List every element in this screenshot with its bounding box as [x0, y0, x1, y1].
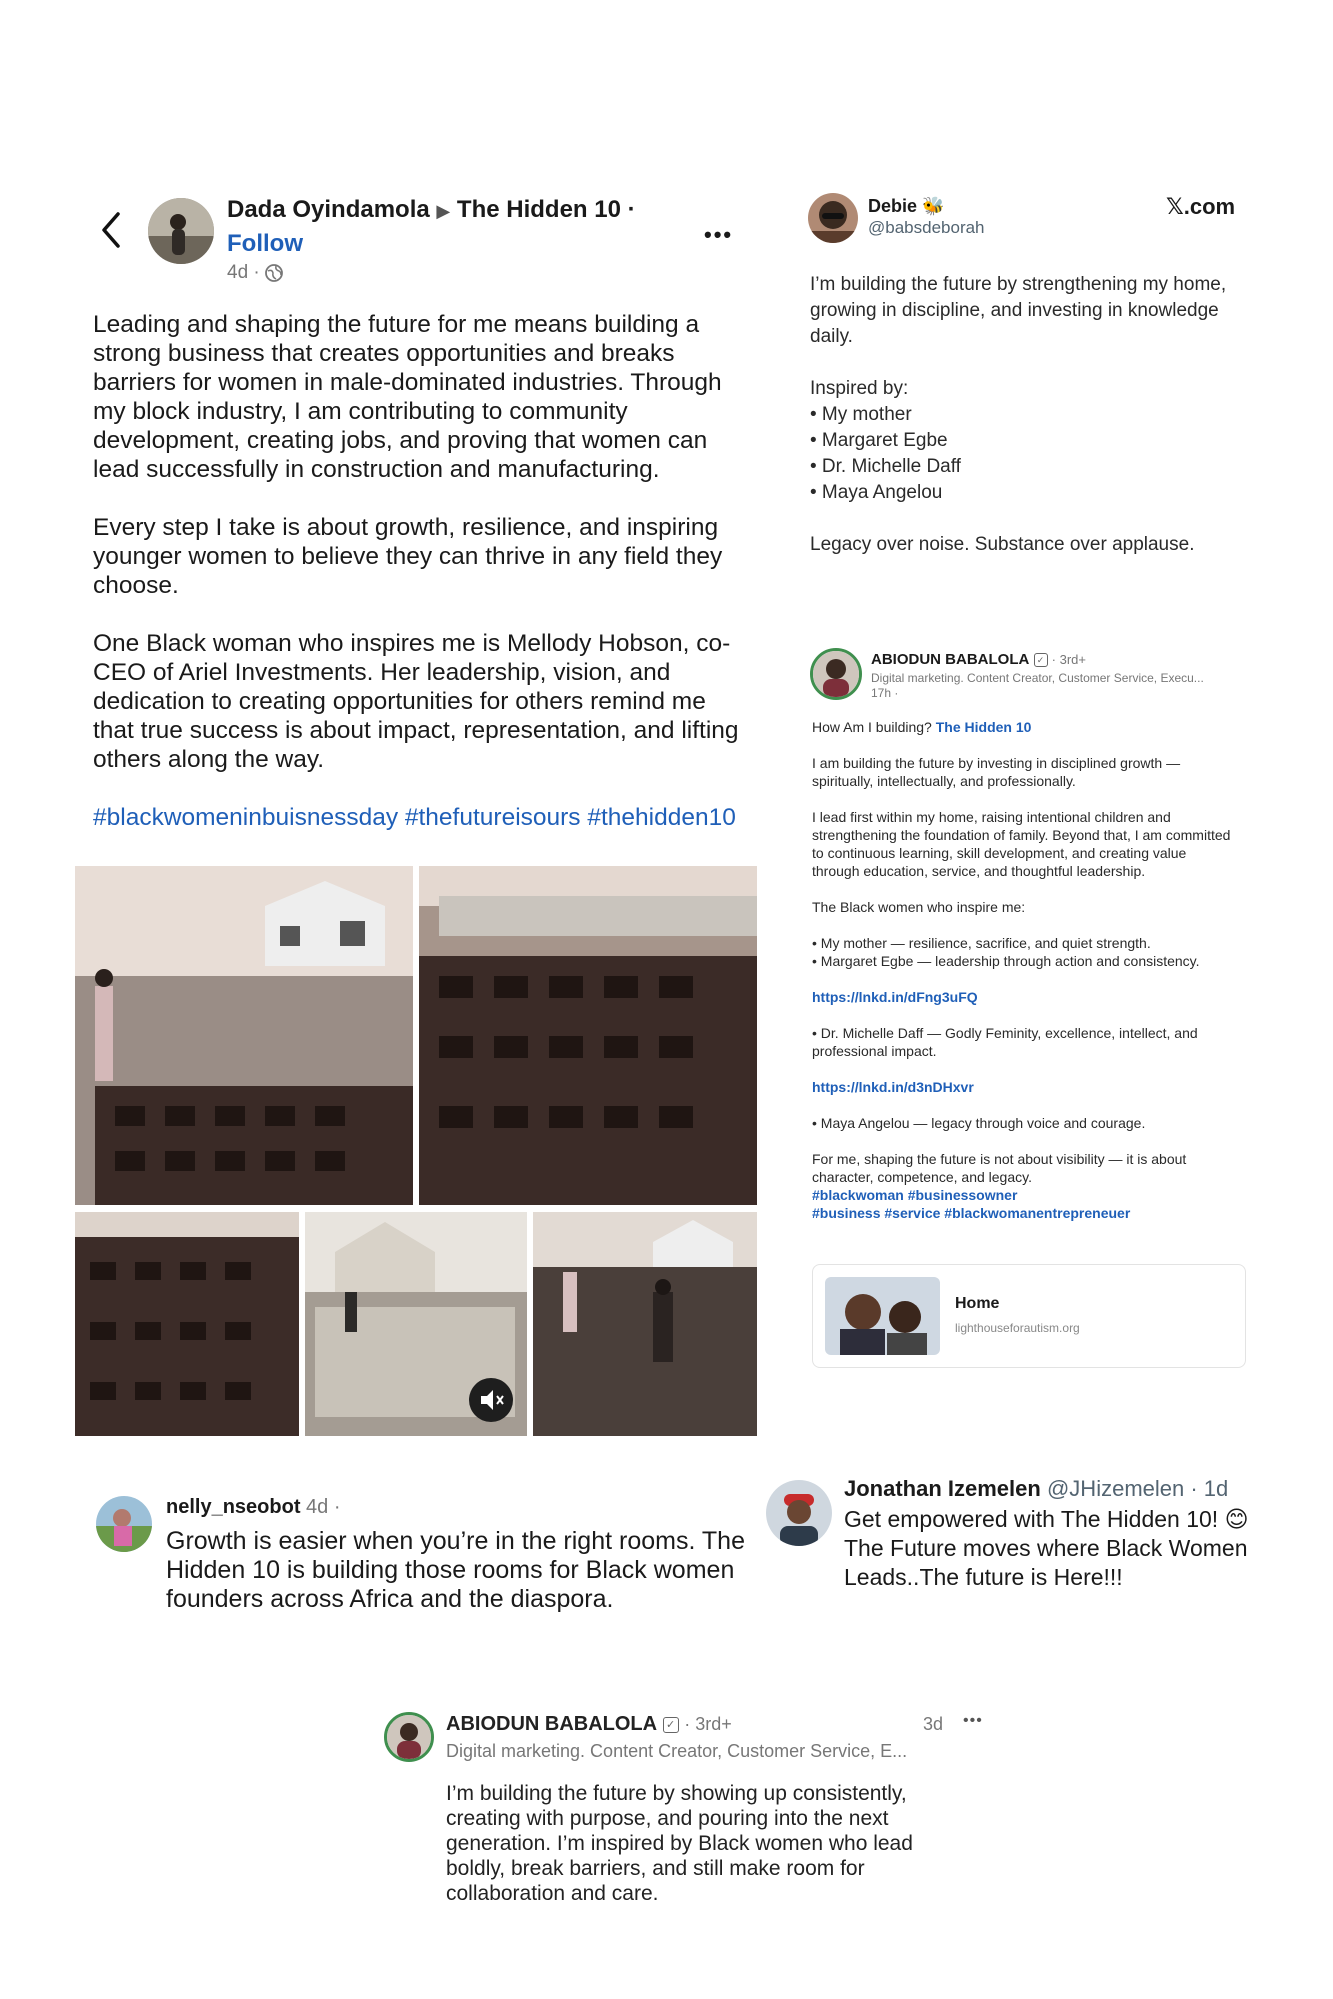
x-name[interactable]: [868, 196, 944, 217]
li-comment-header: [446, 1713, 732, 1736]
x-comment-name[interactable]: Jonathan Izemelen: [844, 1476, 1041, 1501]
group-name[interactable]: The Hidden 10 ·: [456, 196, 636, 223]
ig-username[interactable]: nelly_nseobot: [166, 1496, 301, 1518]
author-name[interactable]: Dada Oyindamola: [227, 196, 430, 223]
li-link-card-domain: lighthouseforautism.org: [955, 1321, 1080, 1335]
li-bullet: • My mother — resilience, sacrifice, and quiet strength.: [812, 935, 1151, 951]
post-time: [227, 262, 284, 284]
li-header: [871, 651, 1086, 668]
back-arrow-icon[interactable]: [98, 210, 124, 250]
x-closing: Legacy over noise. Substance over applause.: [810, 534, 1195, 555]
li-bullet: • Margaret Egbe — leadership through action and consistency.: [812, 953, 1200, 969]
post-paragraph: Leading and shaping the future for me means building a strong business that creates opportunities and breaks barriers for women in male-dominated industries. Through my block industry, I am contributing to community development, creating jobs, and proving that women can lead successfully in construction and manufacturing.: [93, 311, 722, 483]
post-photo-3[interactable]: [75, 1212, 299, 1436]
arrow: ▶: [436, 201, 451, 221]
li-comment-degree: · 3rd+: [684, 1714, 732, 1734]
ig-time: 4d ·: [306, 1496, 341, 1518]
li-comment-text: I’m building the future by showing up consistently, creating with purpose, and pouring into the next generation. I’m inspired by Black women who lead boldly, break barriers, and still make room for collaboration and care.: [446, 1782, 913, 1905]
post-photo-4[interactable]: [305, 1212, 527, 1436]
x-name-text: Debie: [868, 196, 918, 216]
list-item: • My mother: [810, 404, 912, 425]
post-paragraph: One Black woman who inspires me is Mellody Hobson, co-CEO of Ariel Investments. Her leadership, vision, and dedication to creating opportunities for others remind me that true success is about impact, representation, and lifting others along the way.: [93, 630, 739, 773]
li-paragraph: For me, shaping the future is not about visibility — it is about character, competence, and legacy.: [812, 1151, 1187, 1185]
post-paragraph: Every step I take is about growth, resilience, and inspiring younger women to believe they can thrive in any field they choose.: [93, 514, 723, 599]
list-item: • Margaret Egbe: [810, 430, 948, 451]
li-paragraph: The Black women who inspire me:: [812, 899, 1026, 915]
li-time: 17h ·: [871, 686, 899, 700]
li-bullet: • Dr. Michelle Daff — Godly Feminity, excellence, intellect, and professional impact.: [812, 1025, 1198, 1059]
li-degree: · 3rd+: [1051, 652, 1086, 667]
verified-icon: ✓: [663, 1717, 679, 1733]
li-headline: Digital marketing. Content Creator, Customer Service, Execu...: [871, 671, 1204, 685]
list-item: • Maya Angelou: [810, 482, 943, 503]
globe-icon: [264, 263, 284, 283]
x-inspired-label: Inspired by:: [810, 378, 909, 399]
li-comment-avatar[interactable]: [384, 1712, 434, 1762]
post-photo-2[interactable]: [419, 866, 757, 1205]
li-question-text: How Am I building?: [812, 719, 932, 735]
x-inspired-list: [810, 402, 1250, 506]
li-link-card-title: Home: [955, 1295, 1000, 1312]
post-header: [227, 196, 636, 224]
li-hashtags[interactable]: #business #service #blackwomanentrepreneuer: [812, 1205, 1131, 1221]
x-body: [810, 272, 1250, 584]
mute-icon: [469, 1378, 513, 1422]
x-comment-header: [844, 1476, 1228, 1502]
li-paragraph: I lead first within my home, raising intentional children and strengthening the foundation of family. Beyond that, I am committed to continuous learning, skill development, and creating value through education, service, and thoughtful leadership.: [812, 809, 1231, 879]
li-name[interactable]: ABIODUN BABALOLA: [871, 651, 1030, 668]
li-comment-name[interactable]: ABIODUN BABALOLA: [446, 1713, 658, 1735]
ig-comment-header: [166, 1496, 341, 1519]
li-question-link[interactable]: The Hidden 10: [935, 719, 1032, 735]
post-body: [93, 310, 743, 832]
li-avatar[interactable]: [810, 648, 862, 700]
more-options-icon[interactable]: •••: [963, 1712, 983, 1729]
li-link[interactable]: https://lnkd.in/dFng3uFQ: [812, 989, 978, 1005]
li-comment-headline: Digital marketing. Content Creator, Customer Service, E...: [446, 1741, 908, 1761]
x-avatar[interactable]: [808, 193, 858, 243]
li-comment-time: 3d: [923, 1714, 944, 1734]
x-site-label: 𝕏.com: [1166, 194, 1236, 219]
post-time-text: 4d ·: [227, 262, 260, 283]
author-avatar[interactable]: [148, 198, 214, 264]
x-comment-meta: @JHizemelen · 1d: [1046, 1476, 1229, 1501]
li-body: [812, 718, 1232, 1222]
li-bullet: • Maya Angelou — legacy through voice and courage.: [812, 1115, 1146, 1131]
follow-button[interactable]: Follow: [227, 230, 303, 257]
bee-icon: 🐝: [922, 196, 945, 216]
post-photo-1[interactable]: [75, 866, 413, 1205]
li-link-card-image: [825, 1277, 940, 1355]
x-intro: I’m building the future by strengthening my home, growing in discipline, and investing in knowledge daily.: [810, 274, 1227, 347]
post-hashtags[interactable]: #blackwomeninbuisnessday #thefutureisours #thehidden10: [93, 804, 736, 831]
more-options-icon[interactable]: •••: [704, 222, 734, 247]
list-item: • Dr. Michelle Daff: [810, 456, 961, 477]
li-link-card[interactable]: [812, 1264, 1246, 1368]
post-photo-5[interactable]: [533, 1212, 757, 1436]
ig-comment-text: Growth is easier when you’re in the right rooms. The Hidden 10 is building those rooms for Black women founders across Africa and the diaspora.: [166, 1527, 745, 1613]
ig-avatar[interactable]: [96, 1496, 152, 1552]
li-paragraph: I am building the future by investing in disciplined growth — spiritually, intellectually, and professionally.: [812, 755, 1181, 789]
li-link[interactable]: https://lnkd.in/d3nDHxvr: [812, 1079, 974, 1095]
x-comment-text: Get empowered with The Hidden 10! 😊 The Future moves where Black Women Leads..The future is Here!!!: [844, 1506, 1249, 1590]
x-handle[interactable]: @babsdeborah: [868, 218, 985, 237]
x-comment-avatar[interactable]: [766, 1480, 832, 1546]
mute-button[interactable]: [469, 1378, 513, 1422]
verified-icon: ✓: [1034, 653, 1048, 667]
li-question: [812, 718, 1232, 736]
li-hashtags[interactable]: #blackwoman #businessowner: [812, 1187, 1018, 1203]
